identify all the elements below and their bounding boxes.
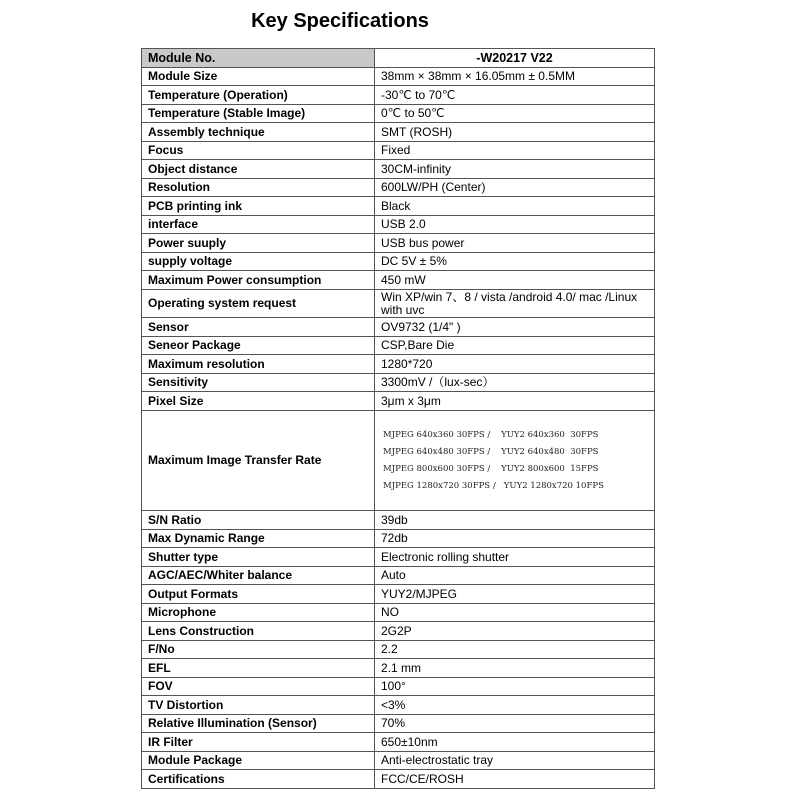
spec-value: 650±10nm — [375, 733, 655, 752]
table-row — [142, 318, 655, 337]
spec-label: Sensor — [142, 318, 375, 337]
header-label: Module No. — [142, 49, 375, 68]
spec-value: <3% — [375, 696, 655, 715]
spec-value: 600LW/PH (Center) — [375, 179, 655, 197]
spec-label: AGC/AEC/Whiter balance — [142, 567, 375, 585]
spec-label: interface — [142, 216, 375, 234]
spec-label: Resolution — [142, 179, 375, 197]
spec-value: Auto — [375, 567, 655, 585]
spec-value: 2.1 mm — [375, 659, 655, 678]
spec-label: Maximum resolution — [142, 355, 375, 374]
spec-label: Seneor Package — [142, 337, 375, 355]
spec-label: S/N Ratio — [142, 511, 375, 530]
table-row — [142, 678, 655, 696]
table-row — [142, 511, 655, 530]
table-row — [142, 585, 655, 604]
table-row — [142, 604, 655, 622]
spec-label: Certifications — [142, 770, 375, 789]
spec-value: 39db — [375, 511, 655, 530]
spec-label: Maximum Image Transfer Rate — [142, 411, 375, 511]
table-row — [142, 234, 655, 253]
spec-label: TV Distortion — [142, 696, 375, 715]
transfer-rate-line: MJPEG 640x480 30FPS / YUY2 640x480 30FPS — [383, 446, 599, 457]
table-row — [142, 548, 655, 567]
spec-value: -30℃ to 70℃ — [375, 86, 655, 105]
spec-table — [141, 48, 655, 789]
table-row — [142, 290, 655, 318]
table-row — [142, 197, 655, 216]
spec-value: 100° — [375, 678, 655, 696]
table-row — [142, 105, 655, 123]
spec-label: EFL — [142, 659, 375, 678]
spec-label: Object distance — [142, 160, 375, 179]
spec-value: CSP,Bare Die — [375, 337, 655, 355]
table-row — [142, 530, 655, 548]
spec-label: F/No — [142, 641, 375, 659]
spec-label: Operating system request — [142, 290, 375, 318]
table-row — [142, 567, 655, 585]
page-title: Key Specifications — [251, 10, 429, 32]
spec-value: SMT (ROSH) — [375, 123, 655, 142]
table-row — [142, 253, 655, 271]
spec-label: Temperature (Stable Image) — [142, 105, 375, 123]
spec-label: Sensitivity — [142, 374, 375, 392]
spec-value: 3μm x 3μm — [375, 392, 655, 411]
table-header-row — [142, 49, 655, 68]
spec-label: Microphone — [142, 604, 375, 622]
table-row — [142, 659, 655, 678]
spec-value: Electronic rolling shutter — [375, 548, 655, 567]
spec-value: 0℃ to 50℃ — [375, 105, 655, 123]
spec-value: 70% — [375, 715, 655, 733]
spec-value: DC 5V ± 5% — [375, 253, 655, 271]
transfer-rate-line: MJPEG 640x360 30FPS / YUY2 640x360 30FPS — [383, 429, 599, 440]
spec-value: FCC/CE/ROSH — [375, 770, 655, 789]
spec-label: Temperature (Operation) — [142, 86, 375, 105]
spec-label: Shutter type — [142, 548, 375, 567]
spec-label: Pixel Size — [142, 392, 375, 411]
table-row — [142, 641, 655, 659]
spec-value: 1280*720 — [375, 355, 655, 374]
spec-value: USB 2.0 — [375, 216, 655, 234]
header-value: -W20217 V22 — [375, 49, 655, 68]
spec-label: FOV — [142, 678, 375, 696]
table-row — [142, 160, 655, 179]
spec-label: Power suuply — [142, 234, 375, 253]
table-row — [142, 411, 655, 511]
table-row — [142, 696, 655, 715]
spec-label: Maximum Power consumption — [142, 271, 375, 290]
spec-value: 38mm × 38mm × 16.05mm ± 0.5MM — [375, 68, 655, 86]
table-row — [142, 770, 655, 789]
spec-value: 450 mW — [375, 271, 655, 290]
table-row — [142, 68, 655, 86]
table-row — [142, 123, 655, 142]
table-row — [142, 715, 655, 733]
transfer-rate-line: MJPEG 800x600 30FPS / YUY2 800x600 15FPS — [383, 463, 599, 474]
spec-label: Module Size — [142, 68, 375, 86]
spec-value: 30CM-infinity — [375, 160, 655, 179]
table-row — [142, 374, 655, 392]
spec-value: Win XP/win 7、8 / vista /android 4.0/ mac /Linux with uvc — [375, 290, 655, 318]
spec-value: 3300mV /（lux-sec） — [375, 374, 655, 392]
table-row — [142, 733, 655, 752]
spec-value: 2.2 — [375, 641, 655, 659]
spec-value — [375, 411, 655, 511]
table-row — [142, 179, 655, 197]
spec-label: supply voltage — [142, 253, 375, 271]
table-row — [142, 271, 655, 290]
spec-label: IR Filter — [142, 733, 375, 752]
spec-label: Module Package — [142, 752, 375, 770]
table-row — [142, 355, 655, 374]
spec-label: Lens Construction — [142, 622, 375, 641]
table-row — [142, 216, 655, 234]
spec-label: Focus — [142, 142, 375, 160]
table-row — [142, 752, 655, 770]
table-row — [142, 392, 655, 411]
spec-value: Anti-electrostatic tray — [375, 752, 655, 770]
spec-value: 2G2P — [375, 622, 655, 641]
spec-label: Max Dynamic Range — [142, 530, 375, 548]
spec-value: Fixed — [375, 142, 655, 160]
spec-value: USB bus power — [375, 234, 655, 253]
transfer-rate-line: MJPEG 1280x720 30FPS / YUY2 1280x720 10FPS — [383, 480, 604, 491]
spec-label: Output Formats — [142, 585, 375, 604]
table-row — [142, 337, 655, 355]
spec-value: YUY2/MJPEG — [375, 585, 655, 604]
spec-label: Relative Illumination (Sensor) — [142, 715, 375, 733]
table-row — [142, 622, 655, 641]
table-row — [142, 142, 655, 160]
spec-value: 72db — [375, 530, 655, 548]
spec-value: OV9732 (1/4" ) — [375, 318, 655, 337]
table-row — [142, 86, 655, 105]
spec-label: Assembly technique — [142, 123, 375, 142]
spec-value: Black — [375, 197, 655, 216]
spec-value: NO — [375, 604, 655, 622]
spec-label: PCB printing ink — [142, 197, 375, 216]
